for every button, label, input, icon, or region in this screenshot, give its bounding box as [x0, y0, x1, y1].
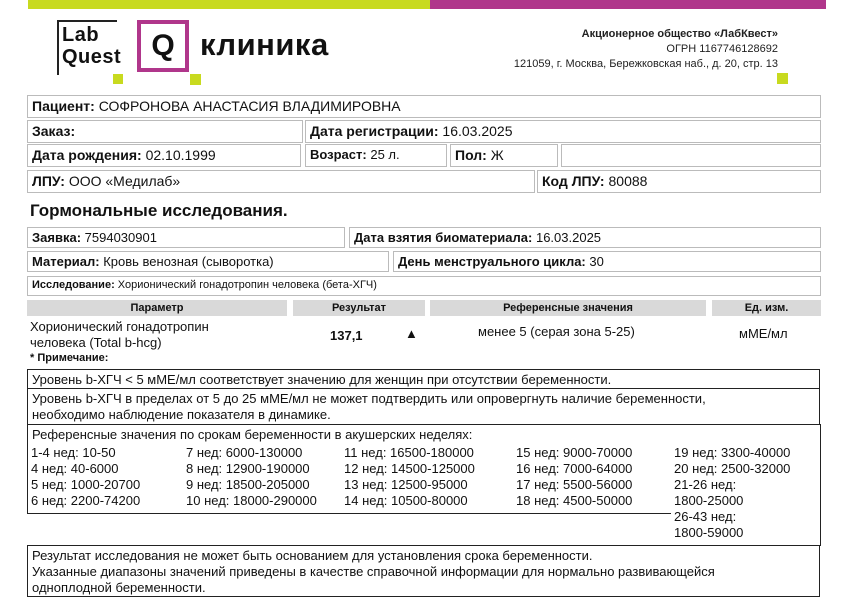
- weeks-box-right-border: [820, 424, 821, 546]
- top-bar-magenta: [430, 0, 826, 9]
- age-cell: [305, 144, 447, 167]
- param-line1: Хорионический гонадотропин: [30, 319, 209, 334]
- study-label: Исследование:: [32, 279, 115, 291]
- week-item: 1800-59000: [674, 525, 744, 540]
- week-item: 15 нед: 9000-70000: [516, 445, 633, 460]
- q-clinic-logo: Q: [137, 20, 189, 72]
- age-value: 25 л.: [370, 147, 400, 162]
- cycle-value: 30: [589, 254, 604, 269]
- week-item: 5 нед: 1000-20700: [31, 477, 141, 492]
- sample-date-cell: [349, 227, 821, 248]
- logo-square-icon: [190, 74, 201, 85]
- footer-line2: Указанные диапазоны значений приведены в качестве справочной информации для нормально развивающейся: [32, 564, 715, 579]
- patient-row: [27, 95, 821, 118]
- week-item: 6 нед: 2200-74200: [31, 493, 141, 508]
- result-reference: менее 5 (серая зона 5-25): [478, 324, 635, 339]
- company-address: 121059, г. Москва, Бережковская наб., д. 20, стр. 13: [513, 58, 778, 70]
- lpu-label: ЛПУ:: [32, 173, 65, 189]
- order-label: Заказ:: [32, 123, 76, 139]
- lpu-value: ООО «Медилаб»: [68, 173, 181, 189]
- note-box-1: [27, 369, 820, 389]
- lpu-cell: [27, 170, 535, 193]
- logo-square-icon: [113, 74, 123, 84]
- clinic-name: клиника: [200, 27, 329, 62]
- note-label: * Примечание:: [30, 352, 109, 364]
- week-item: 21-26 нед:: [674, 477, 737, 492]
- th-result: Результат: [293, 300, 425, 316]
- week-item: 9 нед: 18500-205000: [186, 477, 310, 492]
- note-2-line2: необходимо наблюдение показателя в динамике.: [32, 407, 331, 422]
- lpu-code-value: 80088: [608, 173, 648, 189]
- week-item: 26-43 нед:: [674, 509, 737, 524]
- request-cell: [27, 227, 345, 248]
- birth-cell: [27, 144, 301, 167]
- birth-label: Дата рождения:: [32, 147, 142, 163]
- result-up-arrow-icon: ▲: [405, 326, 418, 341]
- week-item: 1-4 нед: 10-50: [31, 445, 116, 460]
- birth-value: 02.10.1999: [145, 147, 216, 163]
- note-1: Уровень b-ХГЧ < 5 мМЕ/мл соответствует значению для женщин при отсутствии беременности.: [32, 372, 612, 387]
- company-square-icon: [777, 73, 788, 84]
- note-2-line1: Уровень b-ХГЧ в пределах от 5 до 25 мМЕ/мл не может подтвердить или опровергнуть наличие беременности,: [32, 391, 706, 406]
- reg-date-label: Дата регистрации:: [310, 123, 439, 139]
- th-reference: Референсные значения: [430, 300, 706, 316]
- labquest-logo: [57, 20, 122, 75]
- weeks-title: Референсные значения по срокам беременности в акушерских неделях:: [32, 427, 473, 442]
- lpu-code-label: Код ЛПУ:: [542, 173, 605, 189]
- weeks-col-3: [344, 445, 475, 509]
- weeks-col-1: [31, 445, 140, 509]
- section-title: Гормональные исследования.: [30, 201, 288, 220]
- param-line2: человека (Total b-hcg): [30, 335, 162, 350]
- footer-line3: одноплодной беременности.: [32, 580, 206, 595]
- week-item: 13 нед: 12500-95000: [344, 477, 468, 492]
- sex-value: Ж: [490, 147, 504, 163]
- material-label: Материал:: [32, 254, 100, 269]
- result-param: [30, 319, 209, 351]
- week-item: 19 нед: 3300-40000: [674, 445, 791, 460]
- sex-label: Пол:: [455, 147, 487, 163]
- material-value: Кровь венозная (сыворотка): [103, 254, 274, 269]
- footer-box: [27, 545, 820, 597]
- week-item: 16 нед: 7000-64000: [516, 461, 633, 476]
- request-label: Заявка:: [32, 230, 82, 245]
- request-value: 7594030901: [84, 230, 157, 245]
- cycle-label: День менструального цикла:: [398, 254, 586, 269]
- age-label: Возраст:: [310, 147, 367, 162]
- weeks-col-4: [516, 445, 632, 509]
- week-item: 10 нед: 18000-290000: [186, 493, 317, 508]
- company-name: Акционерное общество «ЛабКвест»: [581, 28, 778, 40]
- sex-cell: [450, 144, 558, 167]
- reg-date-cell: [305, 120, 821, 143]
- week-item: 7 нед: 6000-130000: [186, 445, 303, 460]
- cycle-cell: [393, 251, 821, 272]
- study-cell: [27, 276, 821, 296]
- week-item: 1800-25000: [674, 493, 744, 508]
- result-value: 137,1: [330, 328, 363, 343]
- th-parameter: Параметр: [27, 300, 287, 316]
- material-cell: [27, 251, 389, 272]
- order-cell: [27, 120, 303, 143]
- empty-cell: [561, 144, 821, 167]
- patient-value: СОФРОНОВА АНАСТАСИЯ ВЛАДИМИРОВНА: [98, 98, 401, 114]
- weeks-box-top-border: [670, 424, 821, 425]
- week-item: 17 нед: 5500-56000: [516, 477, 633, 492]
- week-item: 20 нед: 2500-32000: [674, 461, 791, 476]
- week-item: 4 нед: 40-6000: [31, 461, 119, 476]
- patient-label: Пациент:: [32, 98, 95, 114]
- sample-date-label: Дата взятия биоматериала:: [354, 230, 533, 245]
- week-item: 18 нед: 4500-50000: [516, 493, 633, 508]
- weeks-col-2: [186, 445, 317, 509]
- th-unit: Ед. изм.: [712, 300, 821, 316]
- study-value: Хорионический гонадотропин человека (бета-ХГЧ): [117, 279, 377, 291]
- footer-line1: Результат исследования не может быть основанием для установления срока беременности.: [32, 548, 593, 563]
- logo-lab-text: Lab: [62, 24, 100, 46]
- sample-date-value: 16.03.2025: [535, 230, 602, 245]
- week-item: 11 нед: 16500-180000: [344, 445, 474, 460]
- week-item: 14 нед: 10500-80000: [344, 493, 468, 508]
- lpu-code-cell: [537, 170, 821, 193]
- company-ogrn: ОГРН 1167746128692: [666, 43, 778, 55]
- result-unit: мМЕ/мл: [739, 326, 788, 341]
- reg-date-value: 16.03.2025: [442, 123, 513, 139]
- top-bar-green: [28, 0, 430, 9]
- note-box-2: [27, 388, 820, 425]
- week-item: 12 нед: 14500-125000: [344, 461, 475, 476]
- logo-quest-text: Quest: [62, 46, 122, 68]
- weeks-col-5: [674, 445, 790, 541]
- week-item: 8 нед: 12900-190000: [186, 461, 310, 476]
